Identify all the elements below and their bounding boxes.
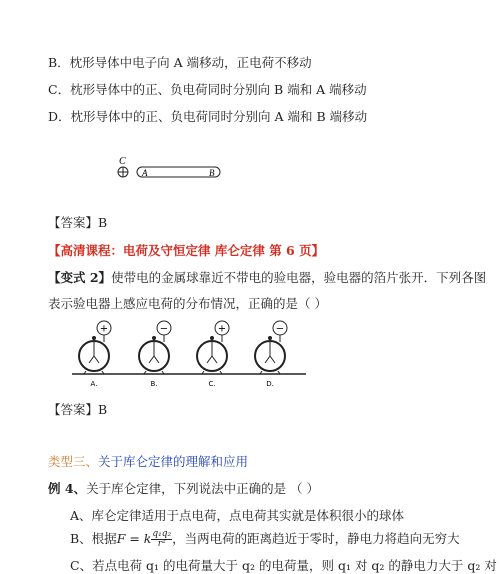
- example-question: 关于库仑定律，下列说法中正确的是 （ ）: [86, 481, 320, 496]
- formula-denominator: r²: [157, 539, 166, 549]
- electroscope-4: [255, 321, 287, 388]
- ball-charge-sign: −: [159, 323, 169, 335]
- section-prefix: 类型三、: [48, 454, 99, 469]
- example-tag: 例 4、: [48, 481, 87, 496]
- electroscope-1: [79, 321, 111, 388]
- electroscope-2: [139, 321, 171, 388]
- pillow-conductor-figure: [112, 153, 232, 189]
- section-heading: [48, 452, 248, 470]
- electroscope-knob: [152, 336, 156, 340]
- section-title: 关于库仑定律的理解和应用: [98, 454, 249, 469]
- ball-charge-sign: −: [275, 323, 285, 335]
- variant-text-1: 使带电的金属球靠近不带电的验电器，验电器的箔片张开．下列各图: [111, 270, 487, 285]
- electroscope-label: D.: [266, 380, 274, 388]
- variant-tag: 【变式 2】: [48, 270, 112, 285]
- answer-2: 【答案】B: [48, 402, 108, 417]
- electroscope-label: C.: [208, 380, 216, 388]
- option-c: C．枕形导体中的正、负电荷同时分别向 B 端和 A 端移动: [48, 82, 367, 97]
- example-option-c-partial: C、若点电荷 q₁ 的电荷量大于 q₂ 的电荷量，则 q₁ 对 q₂ 的静电力大于 q₂ 对: [70, 558, 497, 573]
- electroscope-label: A.: [90, 380, 98, 388]
- formula-lhs: F = k: [116, 531, 152, 546]
- example-option-a: A、库仑定律适用于点电荷，点电荷其实就是体积很小的球体: [70, 508, 405, 523]
- course-link[interactable]: 【高清课程：电荷及守恒定律 库仑定律 第 6 页】: [48, 243, 325, 258]
- ball-charge-sign: +: [99, 323, 109, 335]
- option-b: B．枕形导体中电子向 A 端移动，正电荷不移动: [48, 55, 312, 70]
- electroscope-figure: [70, 316, 310, 390]
- ball-charge-sign: +: [217, 323, 227, 335]
- variant-line-2: 表示验电器上感应电荷的分布情况，正确的是（ ）: [48, 296, 327, 311]
- charge-c-label: C: [119, 156, 126, 167]
- end-b-label: B: [209, 168, 215, 178]
- option-b-suffix: ，当两电荷的距离趋近于零时，静电力将趋向无穷大: [172, 531, 460, 546]
- option-b-prefix: B、根据: [70, 531, 117, 546]
- formula-fraction: [151, 530, 172, 549]
- formula-numerator: q₁q₂: [152, 529, 172, 539]
- electroscope-label: B.: [150, 380, 158, 388]
- pillow-conductor: [137, 167, 220, 177]
- example-line: [48, 479, 319, 497]
- electroscope-knob: [92, 336, 96, 340]
- option-d: D．枕形导体中的正、负电荷同时分别向 A 端和 B 端移动: [48, 109, 368, 124]
- end-a-label: A: [142, 168, 148, 178]
- electroscope-knob: [210, 336, 214, 340]
- answer-1: 【答案】B: [48, 215, 108, 230]
- electroscope-knob: [268, 336, 272, 340]
- variant-line-1: [48, 268, 486, 286]
- electroscope-3: [197, 321, 229, 388]
- example-option-b: [70, 529, 460, 549]
